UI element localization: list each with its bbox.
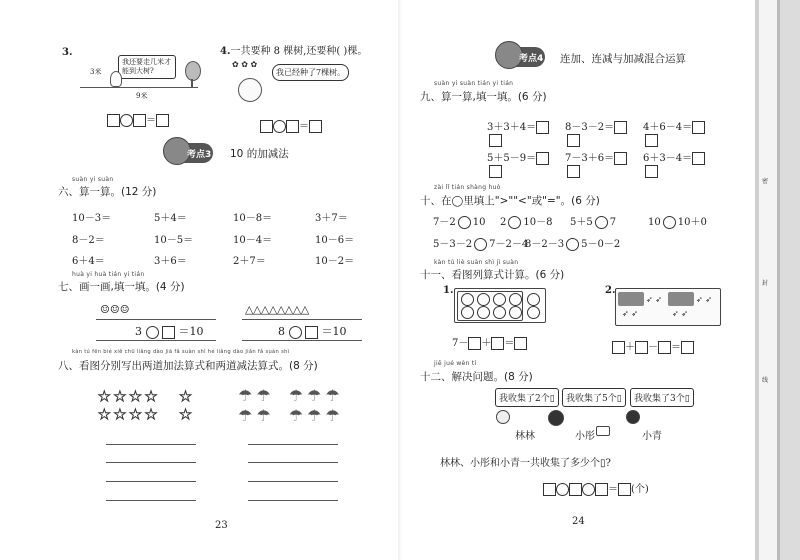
answer-box[interactable] bbox=[260, 120, 273, 133]
comparison-problem: 5＋5 7 bbox=[570, 217, 617, 228]
q6-title: 六、算一算。(12 分) bbox=[58, 186, 157, 198]
q8-pinyin: kàn tú fēn bié xiě chū liǎng dào jiā fǎ suàn shì hé liǎng dào jiǎn fǎ suàn shì bbox=[72, 349, 290, 355]
q7-pinyin: huà yi huà tián yi tián bbox=[72, 271, 145, 278]
q6-problem: 10－4＝ bbox=[233, 235, 273, 246]
answer-box[interactable] bbox=[107, 114, 120, 127]
compare-circle[interactable] bbox=[508, 216, 521, 229]
q3-distance-label: 3米 bbox=[90, 68, 102, 76]
q12-question: 林林、小彤和小青一共收集了多少个▯? bbox=[440, 458, 611, 469]
q11-title: 十一、看图列算式计算。(6 分) bbox=[420, 269, 565, 281]
umbrella-icon: ☂ bbox=[238, 406, 253, 425]
q12-answer-equation: ＝ (个) bbox=[543, 480, 649, 496]
umbrella-icon: ☂ bbox=[288, 386, 304, 405]
answer-line[interactable] bbox=[248, 500, 338, 501]
q4-speech-bubble: 我已经种了7棵树。 bbox=[272, 64, 349, 81]
q11-item2-number: 2. bbox=[605, 285, 616, 296]
q8-title: 八、看图分别写出两道加法算式和两道减法算式。(8 分) bbox=[58, 360, 318, 372]
answer-box[interactable] bbox=[491, 337, 504, 350]
tree-icon bbox=[185, 61, 201, 81]
name-linlin: 林林 bbox=[515, 431, 535, 442]
child-xiaoqing bbox=[626, 410, 640, 424]
operator-circle[interactable] bbox=[273, 120, 286, 133]
q9-problem: 4＋6－4＝ bbox=[643, 118, 705, 134]
circle-icon bbox=[461, 293, 474, 306]
intermediate-box[interactable] bbox=[489, 165, 502, 178]
smiley-faces: ☺☺☺ bbox=[100, 303, 130, 316]
star-icon: ★ bbox=[113, 389, 127, 405]
umbrellas-group bbox=[238, 386, 368, 426]
star-icon: ★ bbox=[179, 389, 192, 405]
q3-illustration bbox=[80, 55, 210, 105]
page-number-right: 24 bbox=[572, 516, 585, 527]
comparison-problem: 8－2－3 5－0－2 bbox=[525, 239, 621, 250]
triangles: △△△△△△△△ bbox=[245, 303, 309, 316]
q6-problem: 3＋7＝ bbox=[315, 213, 348, 224]
q4-number: 4. bbox=[220, 46, 231, 57]
page-fold bbox=[398, 0, 402, 560]
bottle-icon bbox=[596, 426, 610, 436]
q3-answer-equation: ＝ bbox=[107, 111, 169, 127]
page-number-left: 23 bbox=[215, 520, 228, 531]
name-xiaoqing: 小青 bbox=[642, 431, 662, 442]
speech-bubble-xiaoqing: 我收集了3个▯ bbox=[630, 388, 694, 407]
intermediate-box[interactable] bbox=[489, 134, 502, 147]
umbrella-icon: ☂ bbox=[256, 406, 271, 425]
intermediate-box[interactable] bbox=[645, 134, 658, 147]
umbrella-icon: ☂ bbox=[307, 406, 322, 425]
operator-circle[interactable] bbox=[289, 326, 302, 339]
umbrella-icon: ☂ bbox=[325, 386, 340, 405]
q11-pinyin: kàn tú liè suàn shì jì suàn bbox=[434, 259, 519, 266]
child-xiaotong bbox=[548, 410, 564, 426]
circle-icon bbox=[493, 293, 506, 306]
circle-icon bbox=[461, 306, 474, 319]
star-icon: ★ bbox=[129, 407, 142, 423]
q11-equation1: 7－ ＋ ＝ bbox=[452, 334, 527, 350]
q11-circles-figure bbox=[454, 288, 546, 323]
q9-problem: 8－3－2＝ bbox=[565, 118, 627, 134]
answer-line[interactable] bbox=[248, 444, 338, 445]
q12-title: 十二、解决问题。(8 分) bbox=[420, 371, 533, 383]
answer-box[interactable] bbox=[536, 152, 549, 165]
answer-line[interactable] bbox=[106, 462, 196, 463]
q6-problem: 2＋7＝ bbox=[233, 256, 266, 267]
q3-number: 3. bbox=[62, 47, 73, 58]
section4-title: 连加、连减与加减混合运算 bbox=[560, 53, 686, 65]
answer-line[interactable] bbox=[248, 481, 338, 482]
q9-problem: 7－3＋6＝ bbox=[565, 149, 627, 165]
binding-char-3: 线 bbox=[762, 377, 769, 384]
comparison-problem: 5－3－2 7－2－4 bbox=[433, 239, 529, 250]
q7-title: 七、画一画,填一填。(4 分) bbox=[58, 281, 185, 293]
section3-badge: 考点3 bbox=[165, 143, 213, 163]
umbrella-icon: ☂ bbox=[256, 386, 271, 405]
circle-icon bbox=[493, 306, 506, 319]
q4-text bbox=[220, 42, 367, 57]
q11-birds-figure: ➶ ➶ ➶ ➶ ➶ ➶ ➶ ➶ bbox=[615, 288, 721, 326]
q6-problem: 10－2＝ bbox=[315, 256, 355, 267]
answer-box[interactable] bbox=[569, 483, 582, 496]
q3-speech-bubble: 我还要走几米才能到大树? bbox=[118, 55, 176, 79]
comparison-problem: 2 10－8 bbox=[500, 217, 553, 228]
circle-icon bbox=[477, 293, 490, 306]
q7-left-equation: 3 ＝10 bbox=[135, 325, 204, 338]
q6-problem: 10－5＝ bbox=[154, 235, 194, 246]
q10-title: 十、在◯里填上">""<"或"="。(6 分) bbox=[420, 195, 600, 207]
q4-illustration: ✿ ✿ ✿ 我已经种了7棵树。 bbox=[232, 60, 362, 105]
answer-box[interactable] bbox=[468, 337, 481, 350]
answer-box[interactable] bbox=[514, 337, 527, 350]
answer-box[interactable] bbox=[635, 341, 648, 354]
q7-right-equation: 8 ＝10 bbox=[278, 325, 347, 338]
answer-box[interactable] bbox=[305, 326, 318, 339]
child-linlin bbox=[496, 410, 510, 424]
binding-char-1: 密 bbox=[762, 178, 769, 185]
answer-box[interactable] bbox=[614, 152, 627, 165]
star-icon: ★ bbox=[98, 407, 111, 423]
answer-box[interactable] bbox=[618, 483, 631, 496]
umbrella-icon: ☂ bbox=[238, 386, 253, 405]
q9-problem: 3＋3＋4＝ bbox=[487, 118, 549, 134]
name-xiaotong: 小彤 bbox=[575, 431, 595, 442]
star-icon: ★ bbox=[179, 407, 192, 423]
speech-bubble-linlin: 我收集了2个▯ bbox=[495, 388, 559, 407]
circle-icon bbox=[477, 306, 490, 319]
binding-strip bbox=[755, 0, 800, 560]
umbrella-icon: ☂ bbox=[325, 406, 340, 425]
compare-circle[interactable] bbox=[663, 216, 676, 229]
circle-icon bbox=[509, 306, 522, 319]
speech-bubble-xiaotong: 我收集了5个▯ bbox=[562, 388, 626, 407]
star-icon: ★ bbox=[144, 389, 158, 405]
answer-box[interactable] bbox=[595, 483, 608, 496]
q9-problem: 6＋3－4＝ bbox=[643, 149, 705, 165]
q6-problem: 10－6＝ bbox=[315, 235, 355, 246]
answer-box[interactable] bbox=[614, 121, 627, 134]
goat-figure bbox=[110, 71, 122, 87]
answer-box[interactable] bbox=[543, 483, 556, 496]
operator-circle[interactable] bbox=[120, 114, 133, 127]
binding-char-2: 封 bbox=[762, 280, 769, 287]
star-icon: ★ bbox=[98, 389, 111, 405]
answer-box[interactable] bbox=[162, 326, 175, 339]
q6-problem: 3＋6＝ bbox=[154, 256, 187, 267]
answer-line[interactable] bbox=[106, 500, 196, 501]
answer-box[interactable] bbox=[692, 152, 705, 165]
circle-icon bbox=[509, 293, 522, 306]
answer-line[interactable] bbox=[248, 462, 338, 463]
q6-problem: 5＋4＝ bbox=[154, 213, 187, 224]
star-icon: ★ bbox=[129, 389, 142, 405]
answer-box[interactable] bbox=[658, 341, 671, 354]
answer-box[interactable] bbox=[286, 120, 299, 133]
intermediate-box[interactable] bbox=[567, 165, 580, 178]
circle-icon bbox=[527, 293, 540, 306]
operator-circle[interactable] bbox=[582, 483, 595, 496]
q3-line bbox=[80, 87, 198, 88]
operator-circle[interactable] bbox=[556, 483, 569, 496]
answer-line[interactable] bbox=[106, 481, 196, 482]
answer-box[interactable] bbox=[681, 341, 694, 354]
q9-problem: 5＋5－9＝ bbox=[487, 149, 549, 165]
circle-icon bbox=[527, 306, 540, 319]
umbrella-icon: ☂ bbox=[288, 406, 304, 425]
answer-box[interactable] bbox=[536, 121, 549, 134]
answer-box[interactable] bbox=[156, 114, 169, 127]
answer-box[interactable] bbox=[612, 341, 625, 354]
comparison-problem: 10 10＋0 bbox=[648, 217, 707, 228]
q9-title: 九、算一算,填一填。(6 分) bbox=[420, 91, 547, 103]
umbrella-icon: ☂ bbox=[307, 386, 322, 405]
q11-item1-number: 1. bbox=[443, 285, 454, 296]
section4-badge: 考点4 bbox=[497, 47, 545, 67]
q4-answer-equation: ＝ bbox=[260, 117, 322, 133]
q3-total-label: 9米 bbox=[136, 92, 148, 100]
q4-question: 一共要种 8 棵树,还要种( )棵。 bbox=[230, 46, 368, 57]
compare-circle[interactable] bbox=[595, 216, 608, 229]
star-icon: ★ bbox=[144, 407, 158, 423]
q6-problem: 10－3＝ bbox=[72, 213, 112, 224]
answer-box[interactable] bbox=[692, 121, 705, 134]
q9-pinyin: suàn yi suàn tián yi tián bbox=[434, 80, 514, 87]
intermediate-box[interactable] bbox=[567, 134, 580, 147]
answer-box[interactable] bbox=[309, 120, 322, 133]
compare-circle[interactable] bbox=[566, 238, 579, 251]
compare-circle[interactable] bbox=[474, 238, 487, 251]
section3-title: 10 的加减法 bbox=[230, 148, 289, 160]
q6-problem: 6＋4＝ bbox=[72, 256, 105, 267]
comparison-problem: 7－2 10 bbox=[433, 217, 486, 228]
q6-pinyin: suàn yi suàn bbox=[72, 176, 114, 183]
star-icon: ★ bbox=[113, 407, 127, 423]
q10-pinyin: zài lǐ tián shàng huò bbox=[434, 184, 501, 191]
compare-circle[interactable] bbox=[458, 216, 471, 229]
q12-pinyin: jiě jué wèn tí bbox=[434, 360, 477, 367]
q6-problem: 8－2＝ bbox=[72, 235, 105, 246]
answer-box[interactable] bbox=[133, 114, 146, 127]
stars-group bbox=[98, 388, 218, 424]
answer-line[interactable] bbox=[106, 444, 196, 445]
sheep-figure bbox=[238, 78, 262, 102]
intermediate-box[interactable] bbox=[645, 165, 658, 178]
q11-equation2: ＋ － ＝ bbox=[612, 338, 694, 354]
operator-circle[interactable] bbox=[146, 326, 159, 339]
q6-problem: 10－8＝ bbox=[233, 213, 273, 224]
